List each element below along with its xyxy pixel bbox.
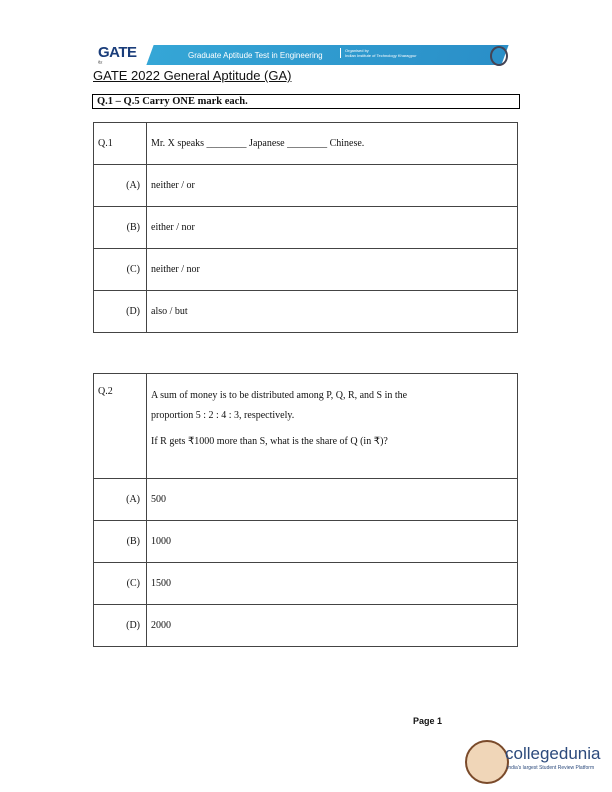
- question-number: Q.1: [94, 123, 147, 165]
- option-text: 1500: [147, 563, 518, 605]
- question-text: Mr. X speaks ________ Japanese ________ Chinese.: [147, 123, 518, 165]
- page-number: Page 1: [413, 716, 443, 726]
- gate-logo-subtext: गेट: [98, 60, 103, 65]
- banner-organizer: Organised by Indian Institute of Technology Kharagpur: [340, 48, 417, 58]
- option-label: (D): [94, 605, 147, 647]
- question-number: Q.2: [94, 374, 147, 479]
- option-label: (A): [94, 165, 147, 207]
- option-label: (C): [94, 249, 147, 291]
- option-label: (D): [94, 291, 147, 333]
- option-label: (A): [94, 479, 147, 521]
- gate-logo: GATE: [98, 44, 137, 61]
- question-text: If R gets ₹1000 more than S, what is the share of Q (in ₹)?: [151, 436, 388, 447]
- section-header: Q.1 – Q.5 Carry ONE mark each.: [92, 94, 520, 109]
- question-text: A sum of money is to be distributed among P, Q, R, and S in the proportion 5 : 2 : 4 : 3, respectively.: [151, 390, 408, 421]
- document-title: GATE 2022 General Aptitude (GA): [93, 68, 292, 83]
- banner-title: Graduate Aptitude Test in Engineering: [188, 51, 323, 60]
- question-table-1: [93, 122, 518, 333]
- option-text: neither / nor: [147, 249, 518, 291]
- question-table-2: [93, 373, 518, 647]
- option-text: 1000: [147, 521, 518, 563]
- collegedunia-brand: collegedunia: [505, 744, 601, 763]
- collegedunia-tagline: India's largest Student Review Platform: [507, 765, 595, 771]
- option-text: 2000: [147, 605, 518, 647]
- option-text: 500: [147, 479, 518, 521]
- option-text: neither / or: [147, 165, 518, 207]
- option-text: either / nor: [147, 207, 518, 249]
- option-label: (B): [94, 521, 147, 563]
- option-label: (C): [94, 563, 147, 605]
- iit-emblem-icon: [490, 46, 508, 66]
- collegedunia-mascot-icon: [465, 740, 509, 784]
- option-label: (B): [94, 207, 147, 249]
- option-text: also / but: [147, 291, 518, 333]
